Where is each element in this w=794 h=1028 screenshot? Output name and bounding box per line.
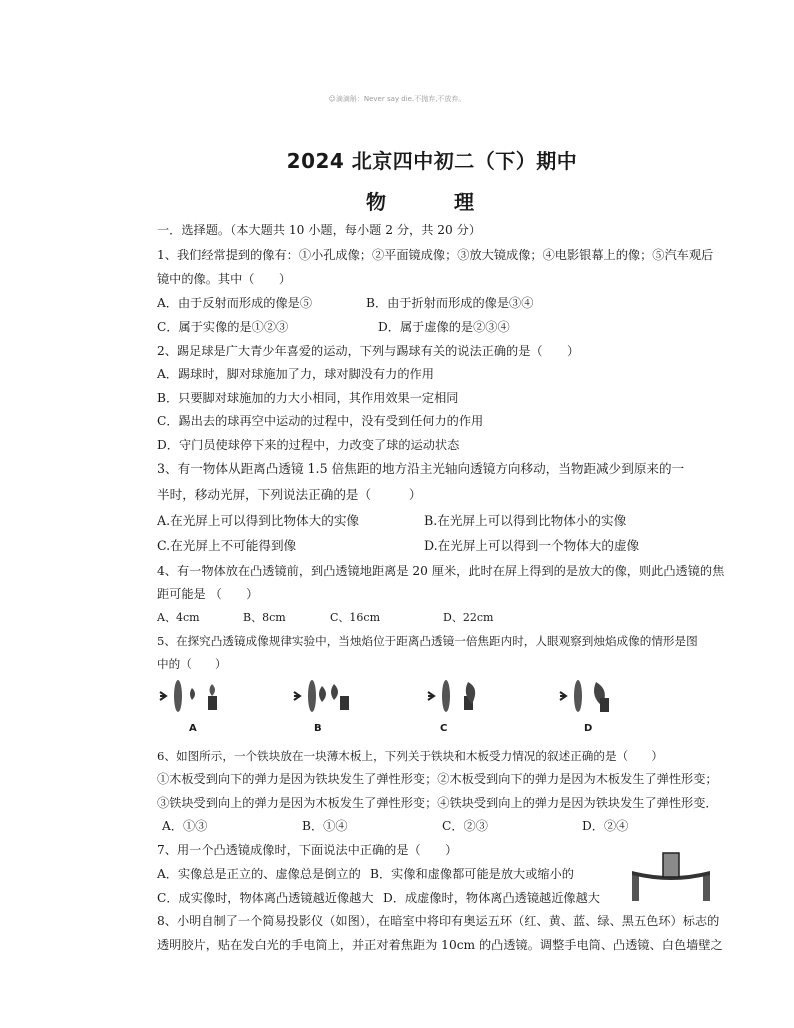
q1-option-d: D．属于虚像的是②③④ xyxy=(378,320,510,334)
figure-a-graphic xyxy=(160,680,217,712)
q7-option-b: B．实像和虚像都可能是放大或缩小的 xyxy=(370,867,574,881)
q3-option-a: A.在光屏上可以得到比物体大的实像 xyxy=(157,513,360,528)
page-header-motto: ☺滴滴斛：Never say die.不抛弃,不放弃。 xyxy=(328,95,466,103)
q7-option-c: C．成实像时，物体离凸透镜越近像越大 xyxy=(157,891,374,905)
exam-title: 2024 北京四中初二（下）期中 xyxy=(286,149,578,173)
q1-option-c: C．属于实像的是①②③ xyxy=(157,320,289,334)
q6-option-b: B．①④ xyxy=(302,819,348,833)
q2-option-c: C．踢出去的球再空中运动的过程中，没有受到任何力的作用 xyxy=(157,414,484,428)
q6-stem: 6、如图所示，一个铁块放在一块薄木板上，下列关于铁块和木板受力情况的叙述正确的是（ ） xyxy=(157,749,663,763)
q4-option-d: D、22cm xyxy=(443,611,494,624)
q4-option-a: A、4cm xyxy=(157,611,200,624)
q2-stem: 2、踢足球是广大青少年喜爱的运动，下列与踢球有关的说法正确的是（ ） xyxy=(157,344,580,358)
q3-option-d: D.在光屏上可以得到一个物体大的虚像 xyxy=(424,538,640,553)
q6-statement-3-4: ③铁块受到向上的弹力是因为木板发生了弹性形变；④铁块受到向上的弹力是因为铁块发生了弹性形变． xyxy=(157,796,718,810)
q8-stem-line1: 8、小明自制了一个简易投影仪（如图），在暗室中将印有奥运五环（红、黄、蓝、绿、黑五色环）标志的 xyxy=(157,914,720,928)
figure-d-graphic xyxy=(560,680,609,712)
q7-option-d: D．成虚像时，物体离凸透镜越近像越大 xyxy=(383,891,600,905)
q5-stem-line2: 中的（ ） xyxy=(157,657,227,671)
q3-stem-line2: 半时，移动光屏，下列说法正确的是（ ） xyxy=(157,487,422,502)
q1-stem-line2: 镜中的像。其中（ ） xyxy=(157,272,292,286)
q3-option-b: B.在光屏上可以得到比物体小的实像 xyxy=(424,513,627,528)
q1-option-b: B．由于折射而形成的像是③④ xyxy=(366,296,534,310)
q1-option-a: A．由于反射而形成的像是⑤ xyxy=(157,296,313,310)
q6-option-d: D．②④ xyxy=(582,819,629,833)
figure-label-d: D xyxy=(584,723,593,734)
q5-stem-line1: 5、在探究凸透镜成像规律实验中，当烛焰位于距离凸透镜一倍焦距内时，人眼观察到烛焰成像的情形是图 xyxy=(157,634,698,648)
figure-label-b: B xyxy=(314,723,322,734)
q1-stem-line1: 1、我们经常提到的像有：①小孔成像；②平面镜成像；③放大镜成像；④电影银幕上的像；⑤汽车观后 xyxy=(157,248,714,262)
q4-stem-line2: 距可能是 （ ） xyxy=(157,587,259,601)
figure-b-graphic xyxy=(294,680,349,712)
figure-label-c: C xyxy=(440,723,448,734)
section-heading: 一．选择题。（本大题共 10 小题，每小题 2 分，共 20 分） xyxy=(157,223,482,237)
q4-option-c: C、16cm xyxy=(330,611,381,624)
q2-option-b: B．只要脚对球施加的力大小相同，其作用效果一定相同 xyxy=(157,391,459,405)
q8-stem-line2: 透明胶片，贴在发白光的手电筒上，并正对着焦距为 10cm 的凸透镜。调整手电筒、凸透镜、白色墙壁之 xyxy=(157,938,723,952)
q3-stem-line1: 3、有一物体从距离凸透镜 1.5 倍焦距的地方沿主光轴向透镜方向移动，当物距减少到原来的一 xyxy=(157,461,685,476)
figure-label-a: A xyxy=(189,723,197,734)
q2-option-a: A．踢球时，脚对球施加了力，球对脚没有力的作用 xyxy=(157,367,434,381)
figure-c-graphic xyxy=(428,680,475,712)
q6-option-c: C．②③ xyxy=(442,819,488,833)
q7-stem: 7、用一个凸透镜成像时，下面说法中正确的是（ ） xyxy=(157,843,458,857)
q3-option-c: C.在光屏上不可能得到像 xyxy=(157,538,297,553)
q7-option-a: A．实像总是正立的、虚像总是倒立的 xyxy=(157,867,361,881)
q4-option-b: B、8cm xyxy=(243,611,286,624)
q6-option-a: A．①③ xyxy=(162,819,208,833)
iron-block-on-board-figure xyxy=(630,851,712,903)
q6-statement-1-2: ①木板受到向下的弹力是因为铁块发生了弹性形变；②木板受到向下的弹力是因为木板发生了弹性形变； xyxy=(157,772,718,786)
exam-subject: 物 理 xyxy=(366,190,498,214)
q2-option-d: D．守门员使球停下来的过程中，力改变了球的运动状态 xyxy=(157,438,460,452)
q4-stem-line1: 4、有一物体放在凸透镜前，到凸透镜地距离是 20 厘米，此时在屏上得到的是放大的像，则此凸透镜的焦 xyxy=(157,564,725,578)
lens-image-figures xyxy=(156,678,631,720)
